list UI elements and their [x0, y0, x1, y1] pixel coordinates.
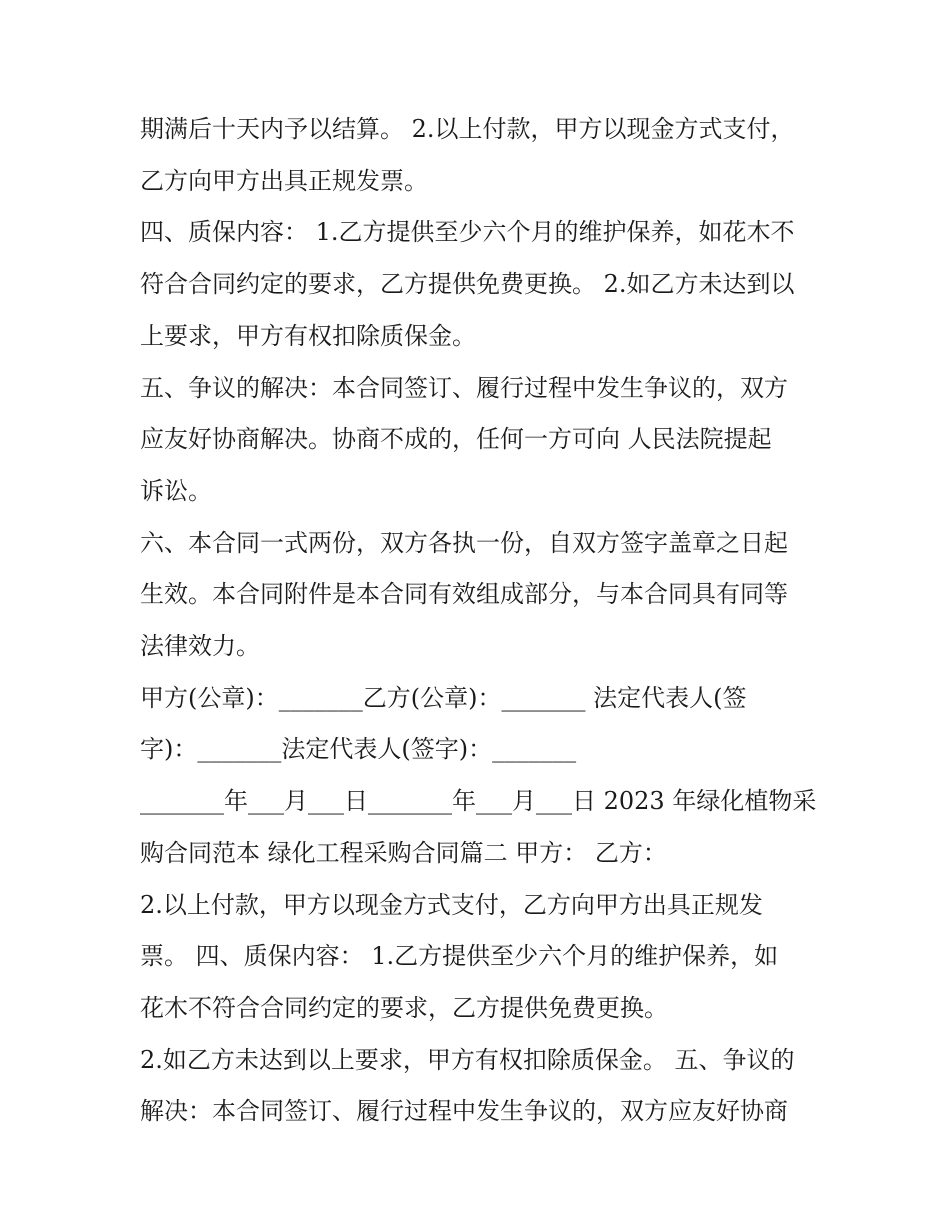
- text-line: 乙方向甲方出具正规发票。: [140, 166, 428, 195]
- paragraph-payment-warranty: [140, 880, 816, 1035]
- text-line: 2.如乙方未达到以上要求，甲方有权扣除质保金。 五、争议的: [140, 1045, 795, 1074]
- text-line: 甲方(公章)：_______乙方(公章)：_______ 法定代表人(签: [140, 683, 747, 712]
- text-line: 四、质保内容： 1.乙方提供至少六个月的维护保养，如花木不: [140, 218, 795, 247]
- text-line: 票。 四、质保内容： 1.乙方提供至少六个月的维护保养，如: [140, 942, 779, 971]
- text-line: 花木不符合合同约定的要求，乙方提供免费更换。: [140, 993, 668, 1022]
- paragraph-settlement: [140, 104, 816, 207]
- text-line: 解决：本合同签订、履行过程中发生争议的，双方应友好协商: [140, 1097, 788, 1126]
- paragraph-dispute: [140, 363, 816, 518]
- paragraph-dates-heading: [140, 776, 816, 879]
- text-line: _______年___月___日_______年___月___日 2023 年绿化植物采: [140, 787, 817, 816]
- text-line: 诉讼。: [140, 476, 212, 505]
- text-line: 上要求，甲方有权扣除质保金。: [140, 321, 476, 350]
- text-line: 六、本合同一式两份，双方各执一份，自双方签字盖章之日起: [140, 528, 788, 557]
- paragraph-signatures: [140, 673, 816, 776]
- text-line: 五、争议的解决：本合同签订、履行过程中发生争议的，双方: [140, 373, 788, 402]
- text-line: 2.以上付款，甲方以现金方式支付，乙方向甲方出具正规发: [140, 890, 763, 919]
- document-body: [140, 104, 816, 1138]
- text-line: 生效。本合同附件是本合同有效组成部分，与本合同具有同等: [140, 580, 788, 609]
- text-line: 字)：_______法定代表人(签字)：_______: [140, 735, 577, 764]
- text-line: 法律效力。: [140, 632, 260, 661]
- paragraph-warranty: [140, 207, 816, 362]
- paragraph-deposit-dispute: [140, 1035, 816, 1138]
- text-line: 购合同范本 绿化工程采购合同篇二 甲方： 乙方：: [140, 838, 667, 867]
- paragraph-copies: [140, 518, 816, 673]
- text-line: 符合合同约定的要求，乙方提供免费更换。 2.如乙方未达到以: [140, 270, 795, 299]
- text-line: 期满后十天内予以结算。 2.以上付款，甲方以现金方式支付，: [140, 115, 795, 143]
- text-line: 应友好协商解决。协商不成的，任何一方可向 人民法院提起: [140, 425, 772, 454]
